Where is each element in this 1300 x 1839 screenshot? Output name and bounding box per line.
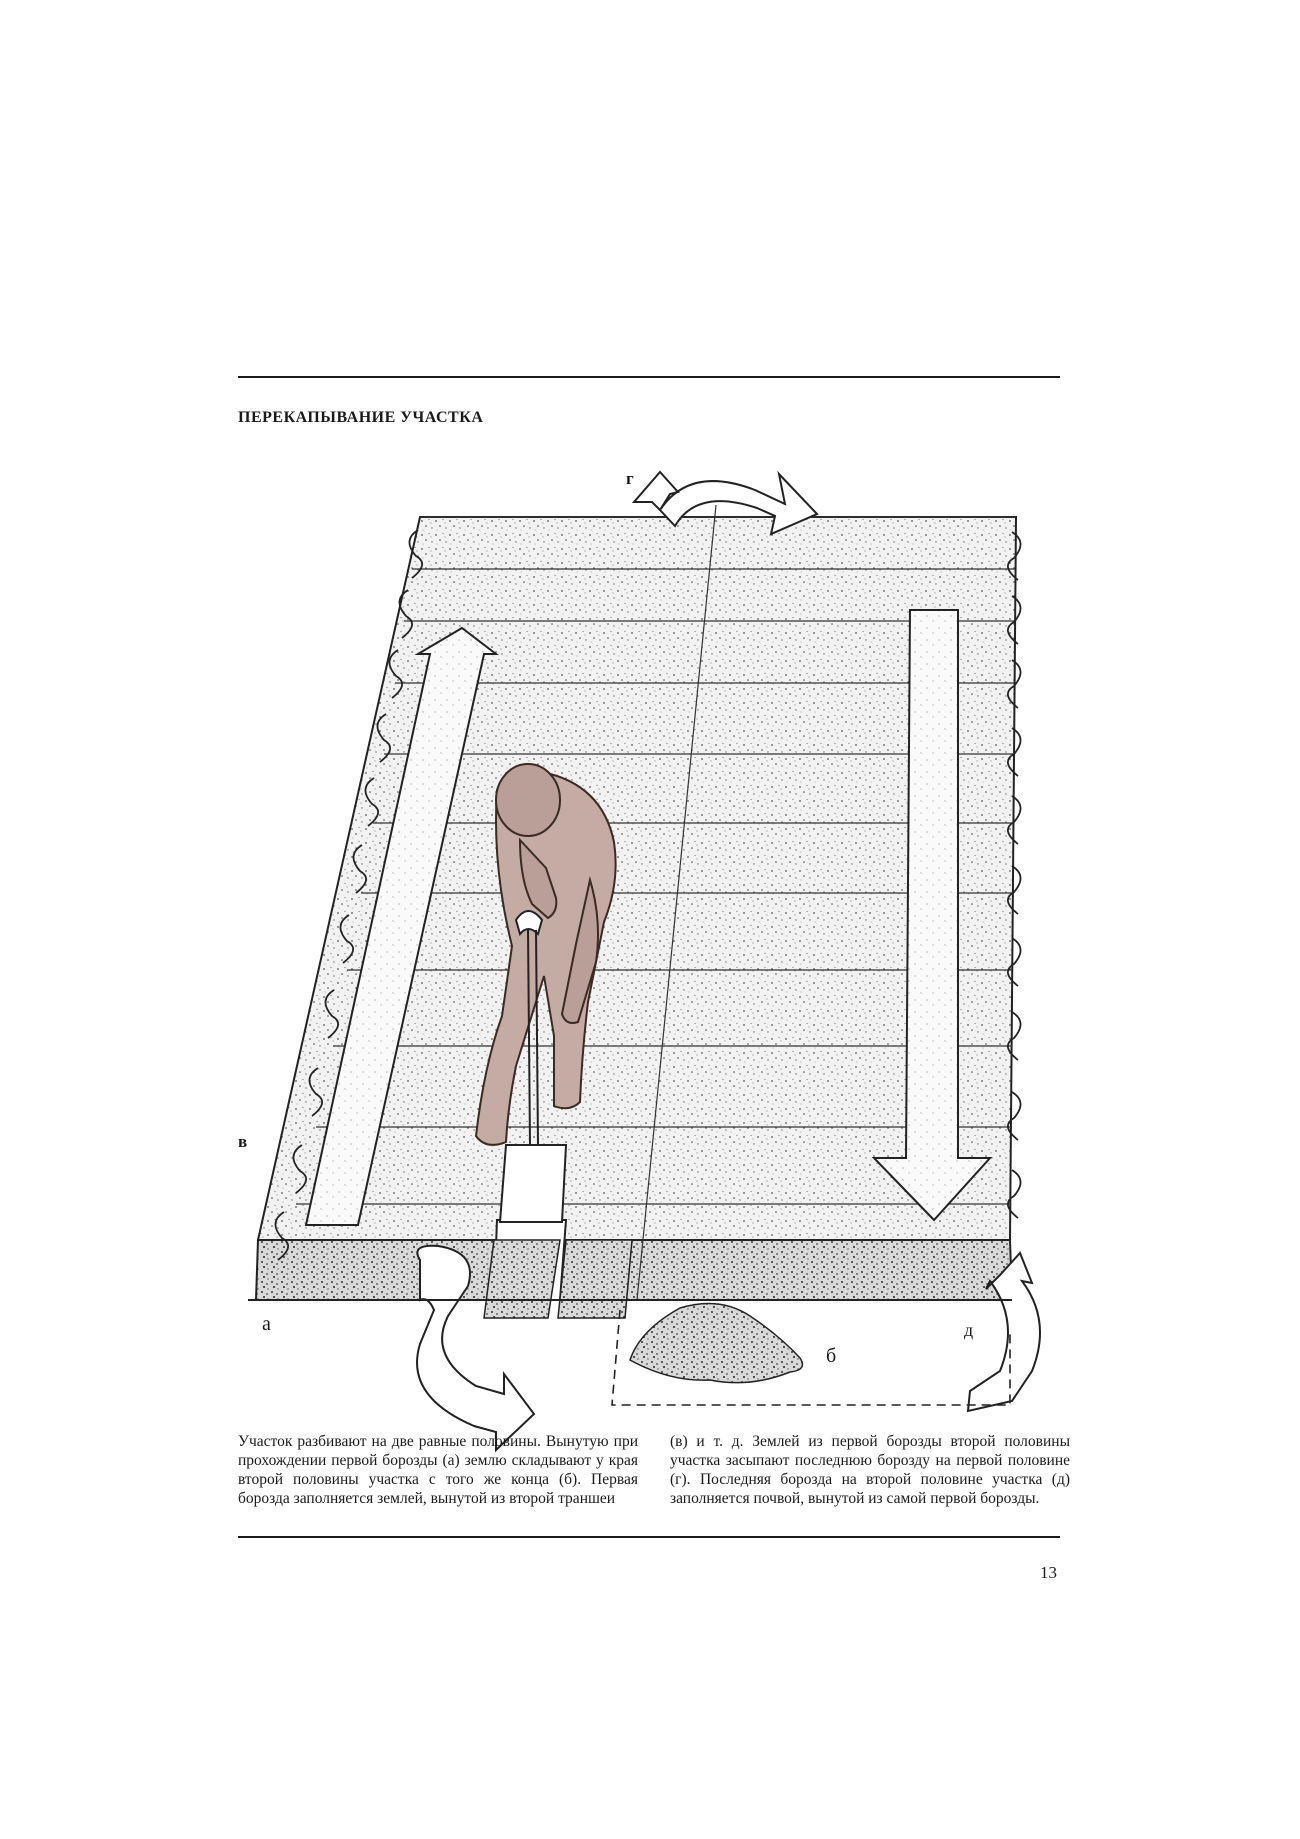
caption-left-column: Участок разбивают на две равные половины. Вынутую при прохождении первой борозды (а) землю складывают у края второй половины участка с того же конца (б). Первая борозда заполняется землей, вынутой из второй траншеи [238,1433,638,1507]
soil-heap [630,1304,802,1383]
label-v: в [238,1132,248,1151]
bottom-rule [238,1536,1060,1538]
caption-right-column: (в) и т. д. Землей из первой борозды второй половины участка засыпают последнюю борозду на первой половине (г). Последняя борозда на второй половине участка (д) заполняется почвой, вынутой из самой первой борозды. [670,1433,1070,1507]
page-number: 13 [1040,1563,1057,1582]
label-b: б [826,1345,837,1367]
page-title: ПЕРЕКАПЫВАНИЕ УЧАСТКА [238,409,484,426]
label-g: г [626,469,634,488]
label-a: а [262,1313,271,1335]
label-d: д [964,1320,974,1340]
